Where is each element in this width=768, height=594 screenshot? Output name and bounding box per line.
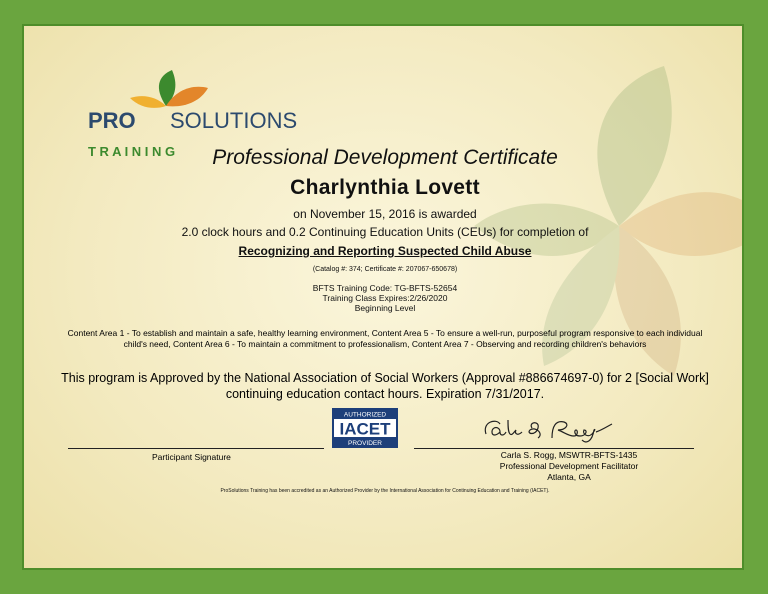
level: Beginning Level (354, 303, 416, 313)
training-details (24, 283, 744, 313)
iacet-provider-text: PROVIDER (348, 440, 382, 447)
facilitator-block (454, 450, 684, 483)
iacet-authorized-text: AUTHORIZED (343, 411, 387, 419)
content-areas: Content Area 1 - To establish and maintain a safe, healthy learning environment, Content Area 5 - To ensure a well-run, purposeful program responsive to each individual child's need, Content Area 6 - To maintain a commitment to professionalism, Content Area 7 - Observing and recording children's behaviors (67, 328, 703, 349)
class-expires: Training Class Expires:2/26/2020 (322, 293, 448, 303)
facilitator-signature (478, 412, 618, 446)
approval-statement: This program is Approved by the National Association of Social Workers (Approval #886674697-0) for 2 [Social Work] continuing education contact hours. Expiration 7/31/2017. (61, 371, 709, 401)
participant-signature-label: Participant Signature (152, 452, 231, 462)
course-title: Recognizing and Reporting Suspected Child Abuse (238, 244, 532, 258)
iacet-name-text: IACET (339, 419, 391, 439)
facilitator-title: Professional Development Facilitator (499, 461, 639, 471)
logo-leaf-yellow-icon (130, 96, 166, 108)
participant-signature-line (68, 448, 324, 449)
iacet-badge (332, 408, 398, 448)
logo-solutions-text: SOLUTIONS (170, 108, 298, 133)
facilitator-signature-line (414, 448, 694, 449)
accreditation-note: ProSolutions Training has been accredited as an Authorized Provider by the International Association for Continuing Education and Training (IACET). (220, 488, 550, 494)
certificate-title: Professional Development Certificate (212, 146, 558, 169)
logo-training-text: T R A I N I N G (88, 144, 176, 159)
certificate-paper (22, 24, 744, 570)
bfts-code: BFTS Training Code: TG-BFTS-52654 (312, 283, 458, 293)
catalog-line: (Catalog #: 374; Certificate #: 207067-650678) (312, 266, 458, 273)
recipient-name: Charlynthia Lovett (290, 176, 480, 199)
hours-line: 2.0 clock hours and 0.2 Continuing Education Units (CEUs) for completion of (181, 225, 589, 239)
logo-pro-text: PRO (88, 108, 136, 133)
awarded-date-line: on November 15, 2016 is awarded (293, 207, 477, 221)
facilitator-name: Carla S. Rogg, MSWTR-BFTS-1435 (500, 450, 638, 460)
facilitator-location: Atlanta, GA (547, 472, 591, 482)
